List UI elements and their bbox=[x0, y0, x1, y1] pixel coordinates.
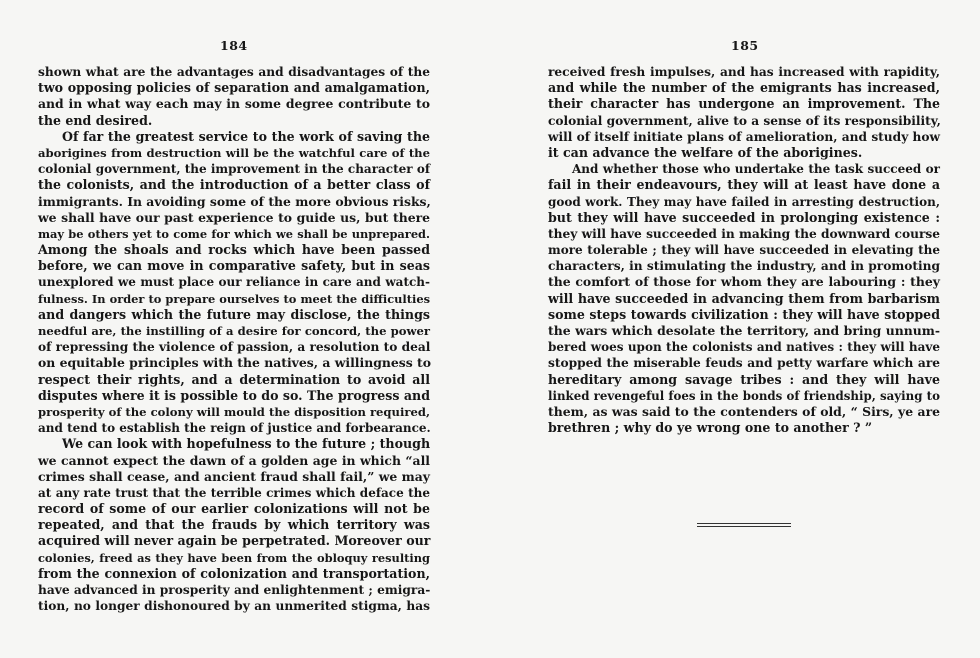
text-line: have advanced in prosperity and enlightenment ; emigra- bbox=[38, 583, 431, 597]
text-line: immigrants. In avoiding some of the more obvious risks, bbox=[38, 193, 431, 209]
text-line: the comfort of those for whom they are labouring : they bbox=[548, 274, 940, 290]
text-line: record of some of our earlier colonizations will not be bbox=[38, 501, 430, 517]
text-line: colonial government, alive to a sense of its responsibility, bbox=[548, 113, 941, 128]
text-line: of repressing the violence of passion, a resolution to deal bbox=[38, 340, 431, 355]
page-number: 184 bbox=[220, 38, 248, 53]
text-line: on equitable principles with the natives, a willingness to bbox=[38, 355, 432, 371]
text-line: and dangers which the future may disclose, the things bbox=[38, 306, 430, 322]
text-line: unexplored we must place our reliance in care and watch- bbox=[38, 275, 430, 290]
text-line: fail in their endeavours, they will at least have done a bbox=[548, 177, 940, 193]
text-line: bered woes upon the colonists and natives : they will have bbox=[548, 340, 940, 355]
text-line: disputes where it is possible to do so. The progress and bbox=[38, 387, 430, 403]
text-line: but they will have succeeded in prolonging existence : bbox=[548, 209, 940, 225]
page-number: 185 bbox=[731, 38, 759, 53]
end-rule-divider bbox=[697, 523, 791, 527]
text-line: hereditary among savage tribes : and they will have bbox=[548, 371, 940, 387]
text-line: it can advance the welfare of the aborigines. bbox=[548, 144, 863, 160]
text-line: colonial government, the improvement in the character of bbox=[38, 162, 430, 177]
text-line: from the connexion of colonization and transportation, bbox=[38, 565, 430, 581]
text-line: acquired will never again be perpetrated. Moreover our bbox=[38, 533, 431, 549]
text-line: and in what way each may in some degree contribute to bbox=[38, 96, 430, 112]
right-page bbox=[500, 0, 980, 658]
text-line: prosperity of the colony will mould the disposition required, bbox=[38, 404, 430, 419]
text-line: and while the number of the emigrants has increased, bbox=[548, 80, 940, 96]
text-line: needful are, the instilling of a desire for concord, the power bbox=[38, 324, 430, 338]
text-line: Of far the greatest service to the work of saving the bbox=[62, 128, 430, 144]
text-line: we shall have our past experience to guide us, but there bbox=[38, 209, 430, 225]
text-line: And whether those who undertake the task succeed or bbox=[572, 162, 940, 177]
page-text bbox=[548, 64, 940, 436]
text-line: and tend to establish the reign of justice and forbearance. bbox=[38, 421, 431, 436]
text-line: stopped the miserable feuds and petty warfare which are bbox=[548, 356, 940, 371]
text-line: more tolerable ; they will have succeeded in elevating the bbox=[548, 243, 940, 258]
text-line: some steps towards civilization : they will have stopped bbox=[548, 306, 940, 322]
text-line: will of itself initiate plans of amelioration, and study how bbox=[548, 129, 940, 144]
text-line: aborigines from destruction will be the watchful care of the bbox=[38, 145, 430, 160]
text-line: brethren ; why do ye wrong one to another ? ” bbox=[548, 420, 873, 436]
text-line: at any rate trust that the terrible crimes which deface the bbox=[38, 485, 430, 500]
text-line: tion, no longer dishonoured by an unmerited stigma, has bbox=[38, 599, 430, 614]
page-text bbox=[38, 64, 430, 614]
text-line: fulness. In order to prepare ourselves to meet the difficulties bbox=[38, 291, 430, 306]
text-line: characters, in stimulating the industry, and in promoting bbox=[548, 259, 940, 274]
text-line: we cannot expect the dawn of a golden age in which “all bbox=[38, 452, 430, 468]
left-page bbox=[0, 0, 470, 658]
text-line: the colonists, and the introduction of a better class of bbox=[38, 177, 430, 193]
text-line: they will have succeeded in making the downward course bbox=[548, 226, 940, 241]
text-line: them, as was said to the contenders of old, “ Sirs, ye are bbox=[548, 403, 940, 419]
text-line: colonies, freed as they have been from the obloquy resulting bbox=[38, 550, 430, 565]
text-line: will have succeeded in advancing them from barbarism bbox=[548, 290, 940, 306]
text-line: crimes shall cease, and ancient fraud shall fail,” we may bbox=[38, 468, 430, 484]
text-line: good work. They may have failed in arresting destruction, bbox=[548, 194, 940, 209]
text-line: received fresh impulses, and has increased with rapidity, bbox=[548, 65, 940, 79]
text-line: repeated, and that the frauds by which territory was bbox=[38, 517, 430, 533]
text-line: two opposing policies of separation and amalgamation, bbox=[38, 80, 430, 96]
text-line: Among the shoals and rocks which have been passed bbox=[38, 242, 430, 258]
text-line: may be others yet to come for which we shall be unprepared. bbox=[38, 226, 430, 241]
text-line: We can look with hopefulness to the future ; though bbox=[62, 436, 431, 452]
text-line: linked revengeful foes in the bonds of friendship, saying to bbox=[548, 388, 940, 403]
text-line: the end desired. bbox=[38, 112, 153, 128]
text-line: before, we can move in comparative safety, but in seas bbox=[38, 258, 430, 274]
text-line: respect their rights, and a determination to avoid all bbox=[38, 371, 430, 387]
text-line: shown what are the advantages and disadvantages of the bbox=[38, 65, 430, 79]
text-line: the wars which desolate the territory, and bring unnum- bbox=[548, 323, 940, 338]
text-line: their character has undergone an improvement. The bbox=[548, 96, 940, 112]
